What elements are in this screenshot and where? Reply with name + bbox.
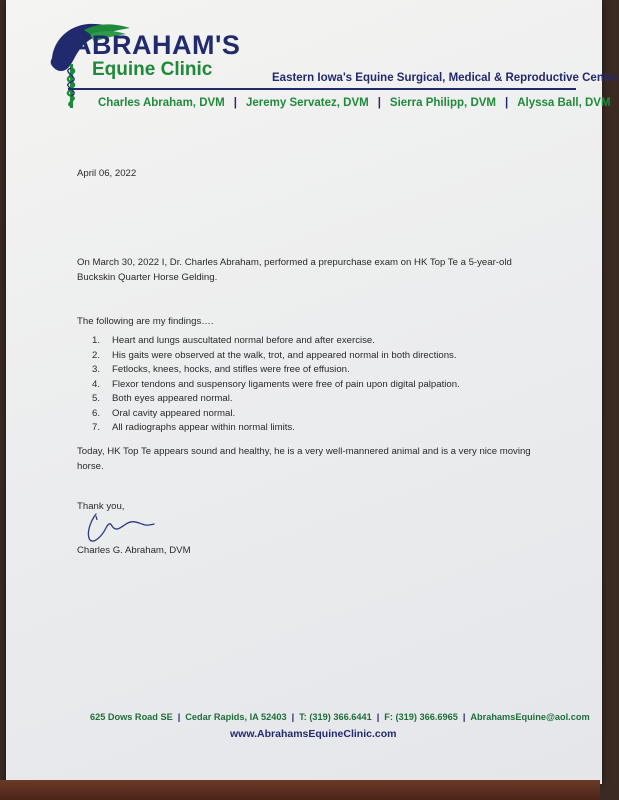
vet-separator: | (505, 97, 509, 109)
letter-date: April 06, 2022 (77, 168, 137, 179)
footer-email: AbrahamsEquine@aol.com (470, 712, 590, 722)
list-item (92, 349, 460, 364)
footer-separator: | (462, 712, 466, 722)
footer-address: 625 Dows Road SE (90, 712, 173, 722)
list-item (92, 392, 460, 407)
list-item (92, 378, 460, 393)
clinic-name-logo: ABRAHAM'S (72, 30, 241, 60)
vet-name: Jeremy Servatez, DVM (245, 97, 369, 109)
list-item (92, 363, 460, 378)
list-number: 3. (92, 364, 101, 375)
list-number: 5. (92, 393, 101, 404)
list-item (92, 334, 460, 349)
list-item (92, 407, 460, 422)
finding-text: Heart and lungs auscultated normal before and after exercise. (112, 335, 375, 346)
finding-text: All radiographs appear within normal limits. (112, 422, 295, 433)
footer-phone: T: (319) 366.6441 (299, 712, 372, 722)
footer-fax: F: (319) 366.6965 (384, 712, 458, 722)
vet-separator: | (377, 97, 381, 109)
footer-contact-line (90, 712, 590, 722)
finding-text: Oral cavity appeared normal. (112, 407, 236, 419)
clinic-tagline: Eastern Iowa's Equine Surgical, Medical & Reproductive Center (272, 72, 619, 84)
findings-list (92, 334, 460, 436)
closing-paragraph: Today, HK Top Te appears sound and healthy, he is a very well-mannered animal and is a very nice moving horse. (77, 446, 531, 472)
finding-text: Fetlocks, knees, hocks, and stifles were free of effusion. (112, 364, 350, 375)
footer-separator: | (177, 712, 181, 722)
table-surface (0, 780, 600, 800)
vet-separator: | (233, 97, 237, 109)
list-number: 1. (92, 335, 101, 346)
list-number: 6. (92, 407, 101, 419)
footer-separator: | (291, 712, 295, 722)
clinic-subtitle-logo: Equine Clinic (92, 59, 213, 80)
letterhead-divider (68, 88, 576, 90)
footer-website: www.AbrahamsEquineClinic.com (230, 728, 397, 740)
list-item (92, 421, 460, 436)
list-number: 7. (92, 422, 101, 433)
list-number: 2. (92, 349, 101, 361)
intro-paragraph: On March 30, 2022 I, Dr. Charles Abraham, performed a prepurchase exam on HK Top Te a 5-year-old Buckskin Quarter Horse Gelding. (77, 257, 512, 283)
finding-text: His gaits were observed at the walk, trot, and appeared normal in both directions. (112, 349, 457, 361)
vet-name: Charles Abraham, DVM (98, 97, 225, 109)
veterinarian-list (98, 97, 611, 109)
signer-name: Charles G. Abraham, DVM (77, 545, 191, 556)
list-number: 4. (92, 378, 101, 390)
finding-text: Both eyes appeared normal. (112, 393, 233, 404)
findings-intro: The following are my findings…. (77, 316, 214, 327)
footer-city: Cedar Rapids, IA 52403 (185, 712, 287, 722)
vet-name: Alyssa Ball, DVM (517, 97, 611, 109)
vet-name: Sierra Philipp, DVM (389, 97, 496, 109)
footer-separator: | (376, 712, 380, 722)
finding-text: Flexor tendons and suspensory ligaments were free of pain upon digital palpation. (112, 378, 460, 390)
sign-off: Thank you, (77, 501, 125, 512)
